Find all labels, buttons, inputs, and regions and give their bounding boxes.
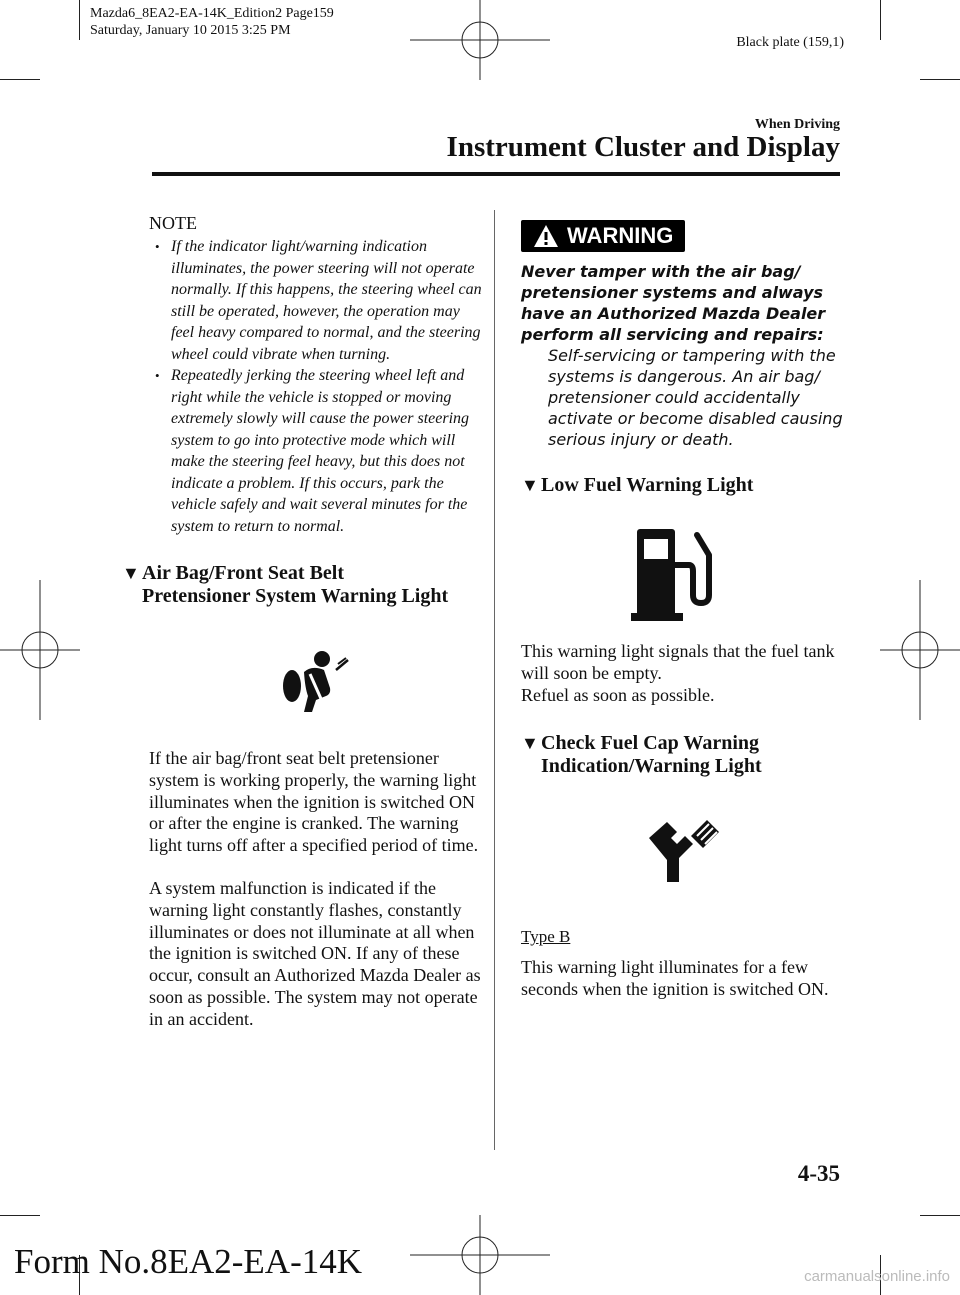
triangle-bullet-icon: ▼ [122, 563, 140, 583]
section-label: When Driving [754, 117, 840, 132]
type-label: Type B [521, 927, 571, 946]
note-list [122, 236, 482, 537]
fuel-paragraph-2: Refuel as soon as possible. [521, 685, 715, 705]
warning-badge [521, 220, 685, 252]
print-date-line: Saturday, January 10 2015 3:25 PM [90, 23, 291, 38]
page-number: 4-35 [797, 1161, 840, 1186]
crop-mark [0, 1215, 40, 1216]
header-rule [152, 172, 840, 176]
print-file-line: Mazda6_8EA2-EA-14K_Edition2 Page159 [90, 6, 334, 21]
fuel-icon-wrap [521, 497, 851, 647]
airbag-paragraph-1: If the air bag/front seat belt pretensioner system is working properly, the warning light illuminates when the ignition is switched ON or after the engine is cranked. The warning light turns off after a specified period of time. [149, 748, 479, 856]
watermark: carmanualsonline.info [804, 1268, 950, 1285]
warning-lead: Never tamper with the air bag/ pretensioner systems and always have an Authorized Mazda Dealer perform all servicing and repairs: [521, 262, 826, 344]
left-column [122, 212, 482, 1031]
crop-mark [0, 79, 40, 80]
fuel-pump-icon [617, 525, 717, 625]
warning-triangle-icon [533, 224, 559, 248]
note-title: NOTE [149, 213, 197, 233]
airbag-warning-icon [282, 650, 352, 712]
right-column [521, 220, 851, 1000]
fuel-cap-heading: ▼ Check Fuel Cap Warning Indication/Warning Light [521, 732, 762, 777]
registration-mark-right [880, 580, 960, 720]
warning-text [521, 261, 851, 450]
crop-mark [920, 1215, 960, 1216]
airbag-paragraph-2: A system malfunction is indicated if the warning light constantly flashes, constantly illuminates or does not illuminate at all when the ignition is switched ON. If any of these occur, consult an Authorized Mazda Dealer as soon as possible. The system may not operate in an accident. [149, 877, 481, 1029]
note-item: • Repeatedly jerking the steering wheel left and right while the vehicle is stopped or moving extremely slowly will cause the power steering system to go into protective mode which will make the steering feel heavy, but this does not indicate a problem. If this occurs, park the vehicle safely and wait several minutes for the system to return to normal. [149, 365, 482, 537]
note-item: • If the indicator light/warning indication illuminates, the power steering will not operate normally. If this happens, the steering wheel can still be operated, however, the operation may feel heavy compared to normal, and the steering wheel could vibrate when turning. [149, 236, 482, 365]
fuel-heading: ▼ Low Fuel Warning Light [521, 474, 754, 496]
warning-label: WARNING [567, 223, 674, 248]
registration-mark-bottom [410, 1215, 550, 1295]
registration-mark-top [410, 0, 550, 80]
airbag-icon-wrap [122, 608, 482, 748]
triangle-bullet-icon: ▼ [521, 475, 539, 495]
page-title: Instrument Cluster and Display [446, 131, 840, 163]
print-plate: Black plate (159,1) [736, 35, 844, 50]
warning-body: Self-servicing or tampering with the systems is dangerous. An air bag/ pretensioner could accidentally activate or become disabled causing serious injury or death. [548, 346, 843, 449]
fuel-paragraph-1: This warning light signals that the fuel tank will soon be empty. [521, 641, 835, 683]
airbag-heading: ▼ Air Bag/Front Seat Belt Pretensioner System Warning Light [122, 562, 449, 607]
crop-mark [920, 79, 960, 80]
fuel-cap-icon [645, 818, 725, 884]
form-number: Form No.8EA2-EA-14K [14, 1242, 363, 1281]
fuel-cap-icon-wrap [521, 778, 851, 928]
crop-mark [79, 0, 80, 40]
crop-mark [880, 0, 881, 40]
registration-mark-left [0, 580, 80, 720]
triangle-bullet-icon: ▼ [521, 733, 539, 753]
fuel-cap-paragraph: This warning light illuminates for a few seconds when the ignition is switched ON. [521, 957, 829, 999]
column-divider [494, 210, 495, 1150]
